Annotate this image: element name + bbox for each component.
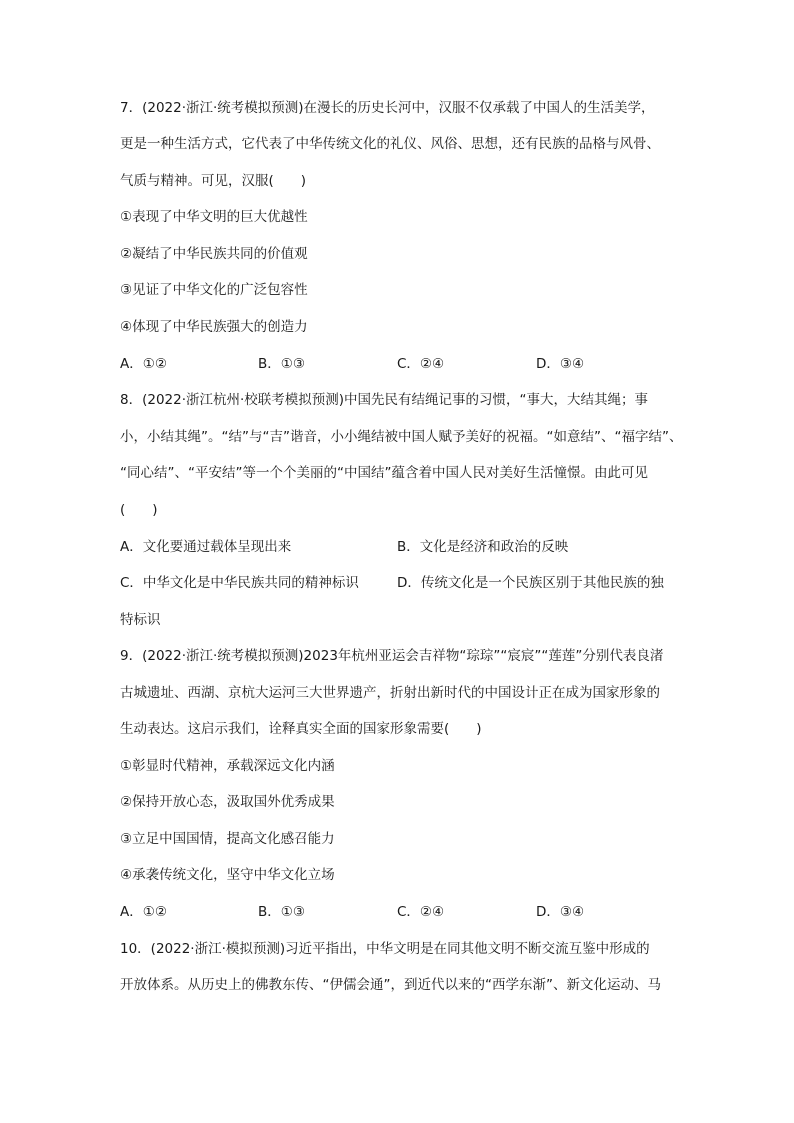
question-text-line: 生动表达。这启示我们，诠释真实全面的国家形象需要( ) <box>120 721 482 737</box>
option-c[interactable]: C．中华文化是中华民族共同的精神标识 <box>120 575 359 591</box>
option-a[interactable]: A．①② <box>120 904 167 920</box>
question-text-line: 10．(2022·浙江·模拟预测)习近平指出，中华文明是在同其他文明不断交流互鉴中形成的 <box>120 941 650 957</box>
question-text-line: 8．(2022·浙江杭州·校联考模拟预测)中国先民有结绳记事的习惯，“事大，大结其绳；事 <box>120 392 649 408</box>
option-a[interactable]: A．①② <box>120 356 167 372</box>
option-c[interactable]: C．②④ <box>397 904 445 920</box>
option-b[interactable]: B．文化是经济和政治的反映 <box>397 539 569 555</box>
statement-1: ①表现了中华文明的巨大优越性 <box>120 209 308 225</box>
option-a[interactable]: A．文化要通过载体呈现出来 <box>120 539 292 555</box>
answer-parenthesis: ( ) <box>120 502 158 518</box>
question-text-line: “同心结”、“平安结”等一个个美丽的“中国结”蕴含着中国人民对美好生活憧憬。由此可见 <box>120 465 648 481</box>
statement-4: ④承袭传统文化，坚守中华文化立场 <box>120 867 335 883</box>
question-text-line: 古城遗址、西湖、京杭大运河三大世界遗产，折射出新时代的中国设计正在成为国家形象的 <box>120 685 660 701</box>
option-d[interactable]: D．③④ <box>536 356 585 372</box>
option-b[interactable]: B．①③ <box>258 904 305 920</box>
statement-4: ④体现了中华民族强大的创造力 <box>120 319 308 335</box>
question-text-line: 小，小结其绳”。“结”与“吉”谐音，小小绳结被中国人赋予美好的祝福。“如意结”、“福字结”、 <box>120 429 683 445</box>
option-d-continuation: 特标识 <box>120 612 161 628</box>
statement-3: ③立足中国国情，提高文化感召能力 <box>120 831 335 847</box>
option-d[interactable]: D．③④ <box>536 904 585 920</box>
option-b[interactable]: B．①③ <box>258 356 305 372</box>
option-c[interactable]: C．②④ <box>397 356 445 372</box>
statement-1: ①彰显时代精神，承载深远文化内涵 <box>120 758 335 774</box>
question-text-line: 7．(2022·浙江·统考模拟预测)在漫长的历史长河中，汉服不仅承载了中国人的生活美学， <box>120 100 655 116</box>
option-d[interactable]: D．传统文化是一个民族区别于其他民族的独 <box>397 575 664 591</box>
question-text-line: 气质与精神。可见，汉服( ) <box>120 173 307 189</box>
question-text-line: 更是一种生活方式，它代表了中华传统文化的礼仪、风俗、思想，还有民族的品格与风骨、 <box>120 136 660 152</box>
statement-2: ②凝结了中华民族共同的价值观 <box>120 246 308 262</box>
statement-3: ③见证了中华文化的广泛包容性 <box>120 282 308 298</box>
question-text-line: 开放体系。从历史上的佛教东传、“伊儒会通”，到近代以来的“西学东渐”、新文化运动、马 <box>120 977 661 993</box>
question-text-line: 9．(2022·浙江·统考模拟预测)2023年杭州亚运会吉祥物“琮琮”“宸宸”“莲莲”分别代表良渚 <box>120 648 664 664</box>
statement-2: ②保持开放心态，汲取国外优秀成果 <box>120 794 335 810</box>
